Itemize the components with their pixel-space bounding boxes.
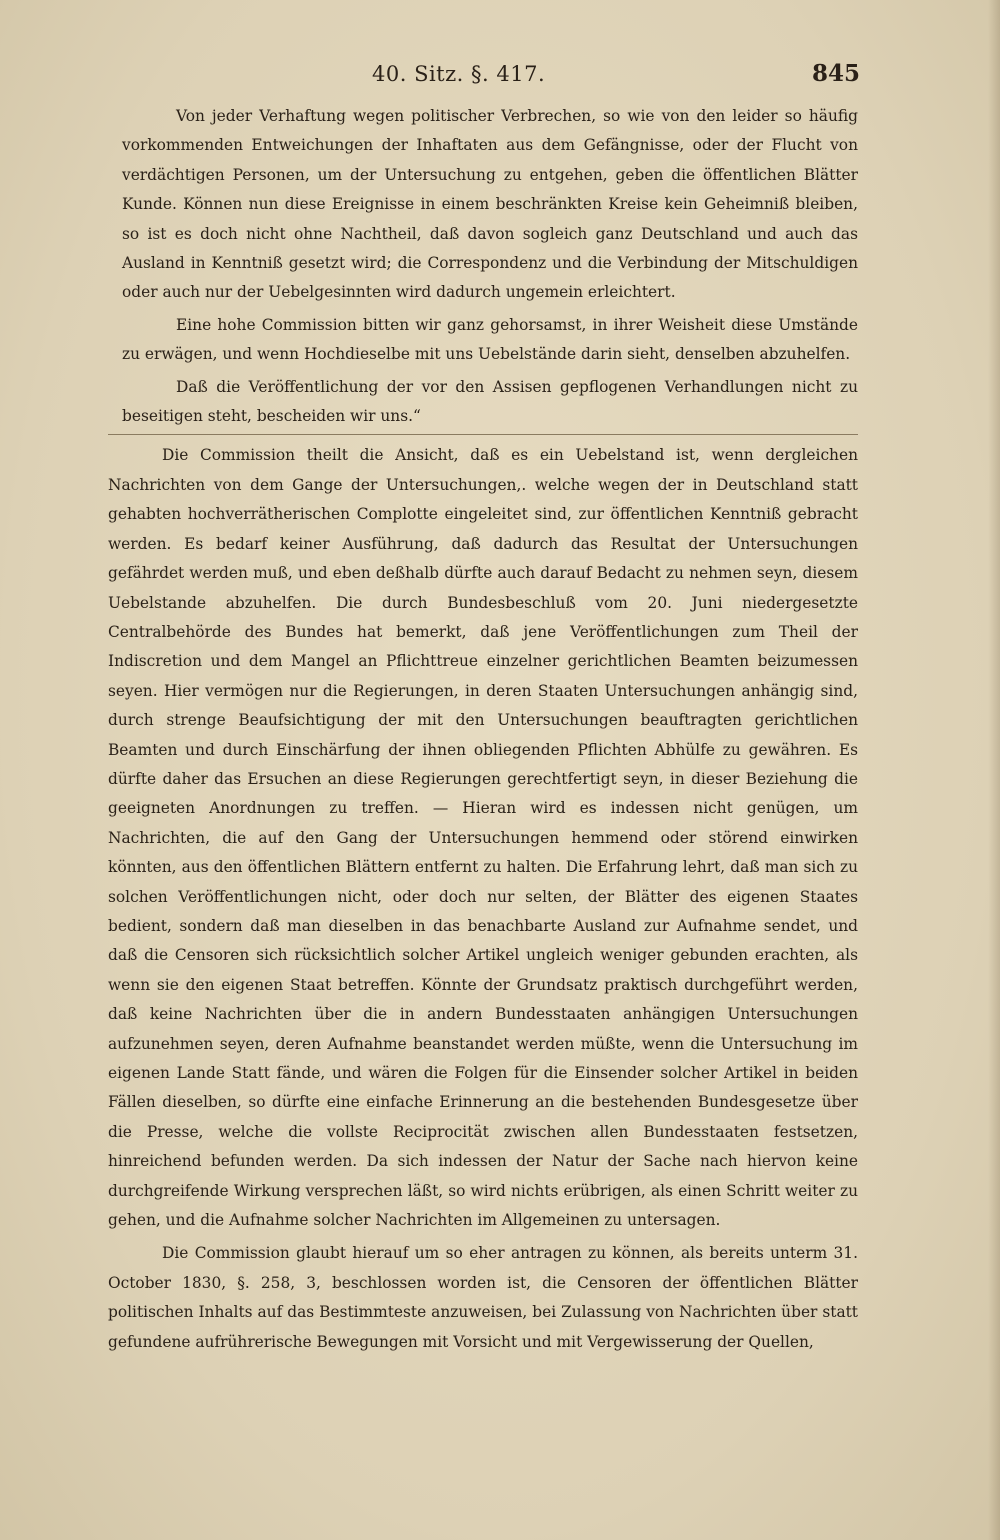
commission-paragraph: Die Commission theilt die Ansicht, daß es ein Uebelstand ist, wenn dergleichen Nachrichten von dem Gange der Untersuchungen,. welche wegen der in Deutschland statt gehabten hochverrätherischen Complotte eingeleitet sind, zur öffentlichen Kenntniß gebracht werden. Es bedarf keiner Ausführung, daß dadurch das Resultat der Untersuchungen gefährdet werden muß, und eben deßhalb dürfte auch darauf Bedacht zu nehmen seyn, diesem Uebelstande abzuhelfen. Die durch Bundesbeschluß vom 20. Juni niedergesetzte Centralbehörde des Bundes hat bemerkt, daß jene Veröffentlichungen zum Theil der Indiscretion und dem Mangel an Pflichttreue einzelner gerichtlichen Beamten beizumessen seyen. Hier vermögen nur die Regierungen, in deren Staaten Untersuchungen anhängig sind, durch strenge Beaufsichtigung der mit den Untersuchungen beauftragten gerichtlichen Beamten und durch Einschärfung der ihnen obliegenden Pflichten Abhülfe zu gewähren. Es dürfte daher das Ersuchen an diese Regierungen gerechtfertigt seyn, in dieser Beziehung die geeigneten Anordnungen zu treffen. — Hieran wird es indessen nicht genügen, um Nachrichten, die auf den Gang der Untersuchungen hemmend oder störend einwirken könnten, aus den öffentlichen Blättern entfernt zu halten. Die Erfahrung lehrt, daß man sich zu solchen Veröffentlichungen nicht, oder doch nur selten, der Blätter des eigenen Staates bedient, sondern daß man dieselben in das benachbarte Ausland zur Aufnahme sendet, und daß die Censoren sich rücksichtlich solcher Artikel ungleich weniger gebunden erachten, als wenn sie den eigenen Staat betreffen. Könnte der Grundsatz praktisch durchgeführt werden, daß keine Nachrichten über die in andern Bundesstaaten anhängigen Untersuchungen aufzunehmen seyen, deren Aufnahme beanstandet werden müßte, wenn die Untersuchung im eigenen Lande Statt fände, und wären die Folgen für die Einsender solcher Artikel in beiden Fällen dieselben, so dürfte eine einfache Erinnerung an die bestehenden Bundesgesetze über die Presse, welche die vollste Reciprocität zwischen allen Bundesstaaten festsetzen, hinreichend befunden werden. Da sich indessen der Natur der Sache nach hiervon keine durchgreifende Wirkung versprechen läßt, so wird nichts erübrigen, als einen Schritt weiter zu gehen, und die Aufnahme solcher Nachrichten im Allgemeinen zu untersagen. bbox=[108, 446, 858, 1230]
quoted-petition bbox=[122, 102, 858, 431]
quoted-paragraph: Von jeder Verhaftung wegen politischer Verbrechen, so wie von den leider so häufig vorkommenden Entweichungen der Inhaftaten aus dem Gefängnisse, oder der Flucht von verdächtigen Personen, um der Untersuchung zu entgehen, geben die öffentlichen Blätter Kunde. Können nun diese Ereignisse in einem beschränkten Kreise kein Geheimniß bleiben, so ist es doch nicht ohne Nachtheil, daß davon sogleich ganz Deutschland und auch das Ausland in Kenntniß gesetzt wird; die Correspondenz und die Verbindung der Mitschuldigen oder auch nur der Uebelgesinnten wird dadurch ungemein erleichtert. bbox=[122, 107, 858, 302]
section-divider bbox=[108, 434, 858, 435]
running-head: 40. Sitz. §. 417. bbox=[372, 62, 546, 86]
quoted-paragraph: Eine hohe Commission bitten wir ganz gehorsamst, in ihrer Weisheit diese Umstände zu erwägen, und wenn Hochdieselbe mit uns Uebelstände darin sieht, denselben abzuhelfen. bbox=[122, 315, 858, 364]
quoted-paragraph: Daß die Veröffentlichung der vor den Assisen gepflogenen Verhandlungen nicht zu beseitigen steht, bescheiden wir uns.“ bbox=[122, 377, 858, 426]
page-header bbox=[0, 62, 1000, 94]
body-text bbox=[108, 102, 858, 1361]
page-number: 845 bbox=[812, 60, 861, 87]
page-edge-shadow bbox=[988, 0, 1000, 1540]
commission-paragraph: Die Commission glaubt hierauf um so eher antragen zu können, als bereits unterm 31. October 1830, §. 258, 3, beschlossen worden ist, die Censoren der öffentlichen Blätter politischen Inhalts auf das Bestimmteste anzuweisen, bei Zulassung von Nachrichten über statt gefundene aufrührerische Bewegungen mit Vorsicht und mit Vergewisserung der Quellen, bbox=[108, 1244, 858, 1351]
